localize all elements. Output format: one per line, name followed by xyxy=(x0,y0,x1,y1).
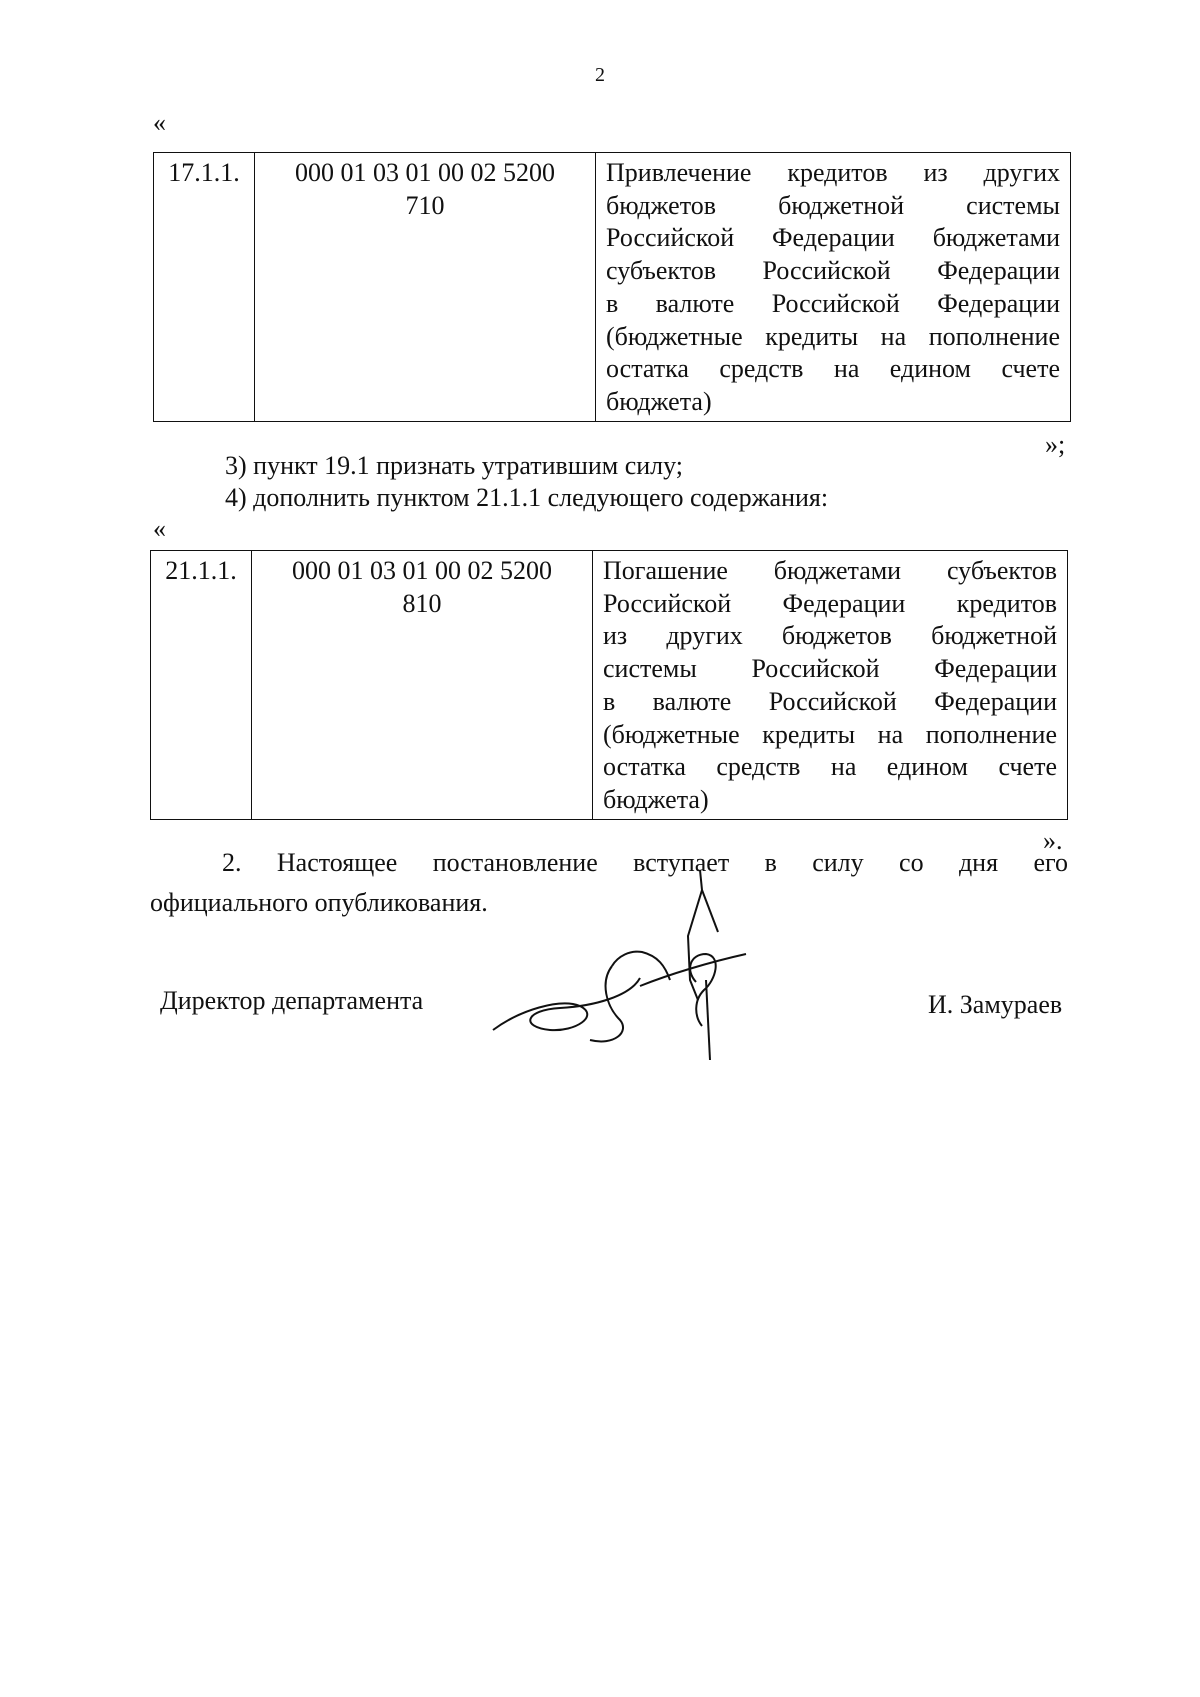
table-row xyxy=(154,153,1071,422)
description-line: Российской Федерации бюджетами xyxy=(606,223,1060,253)
description-line: (бюджетные кредиты на пополнение xyxy=(603,719,1057,749)
classification-code xyxy=(252,551,593,820)
code-line-2: 710 xyxy=(405,190,445,220)
description-line: (бюджетные кредиты на пополнение xyxy=(606,321,1060,351)
description-line: остатка средств на едином счете xyxy=(603,752,1057,782)
code-line-1: 000 01 03 01 00 02 5200 xyxy=(295,158,555,187)
code-line-1: 000 01 03 01 00 02 5200 xyxy=(292,556,552,585)
clause-2-line-2: официального опубликования. xyxy=(150,888,488,917)
description-line: Привлечение кредитов из других xyxy=(606,158,1060,187)
description-line: в валюте Российской Федерации xyxy=(606,288,1060,318)
code-description xyxy=(596,153,1071,422)
code-table-21-1-1 xyxy=(150,550,1068,820)
code-table-17-1-1 xyxy=(153,152,1071,422)
description-line: субъектов Российской Федерации xyxy=(606,256,1060,286)
open-quote: « xyxy=(153,514,166,543)
item-number: 21.1.1. xyxy=(151,551,252,820)
description-line: системы Российской Федерации xyxy=(603,654,1057,684)
description-line: Российской Федерации кредитов xyxy=(603,588,1057,618)
signatory-title: Директор департамента xyxy=(160,986,424,1015)
description-line: Погашение бюджетами субъектов xyxy=(603,556,1057,585)
code-line-2: 810 xyxy=(402,588,442,618)
clause-2-line-1: 2. Настоящее постановление вступает в силу со дня его xyxy=(222,848,1068,877)
description-line: из других бюджетов бюджетной xyxy=(603,621,1057,651)
signatory-name: И. Замураев xyxy=(928,990,1063,1019)
amendment-item-4: 4) дополнить пунктом 21.1.1 следующего содержания: xyxy=(225,483,829,512)
close-quote: »; xyxy=(1045,430,1066,459)
amendment-item-3: 3) пункт 19.1 признать утратившим силу; xyxy=(225,451,684,480)
description-line: бюджета) xyxy=(603,784,709,814)
page-number: 2 xyxy=(595,64,605,86)
open-quote: « xyxy=(153,108,166,137)
description-line: остатка средств на едином счете xyxy=(606,354,1060,384)
description-line: в валюте Российской Федерации xyxy=(603,686,1057,716)
description-line: бюджета) xyxy=(606,386,712,416)
handwritten-signature xyxy=(480,870,760,1070)
code-description xyxy=(593,551,1068,820)
item-number: 17.1.1. xyxy=(154,153,255,422)
table-row xyxy=(151,551,1068,820)
classification-code xyxy=(255,153,596,422)
close-quote: ». xyxy=(1043,826,1063,855)
description-line: бюджетов бюджетной системы xyxy=(606,190,1060,220)
